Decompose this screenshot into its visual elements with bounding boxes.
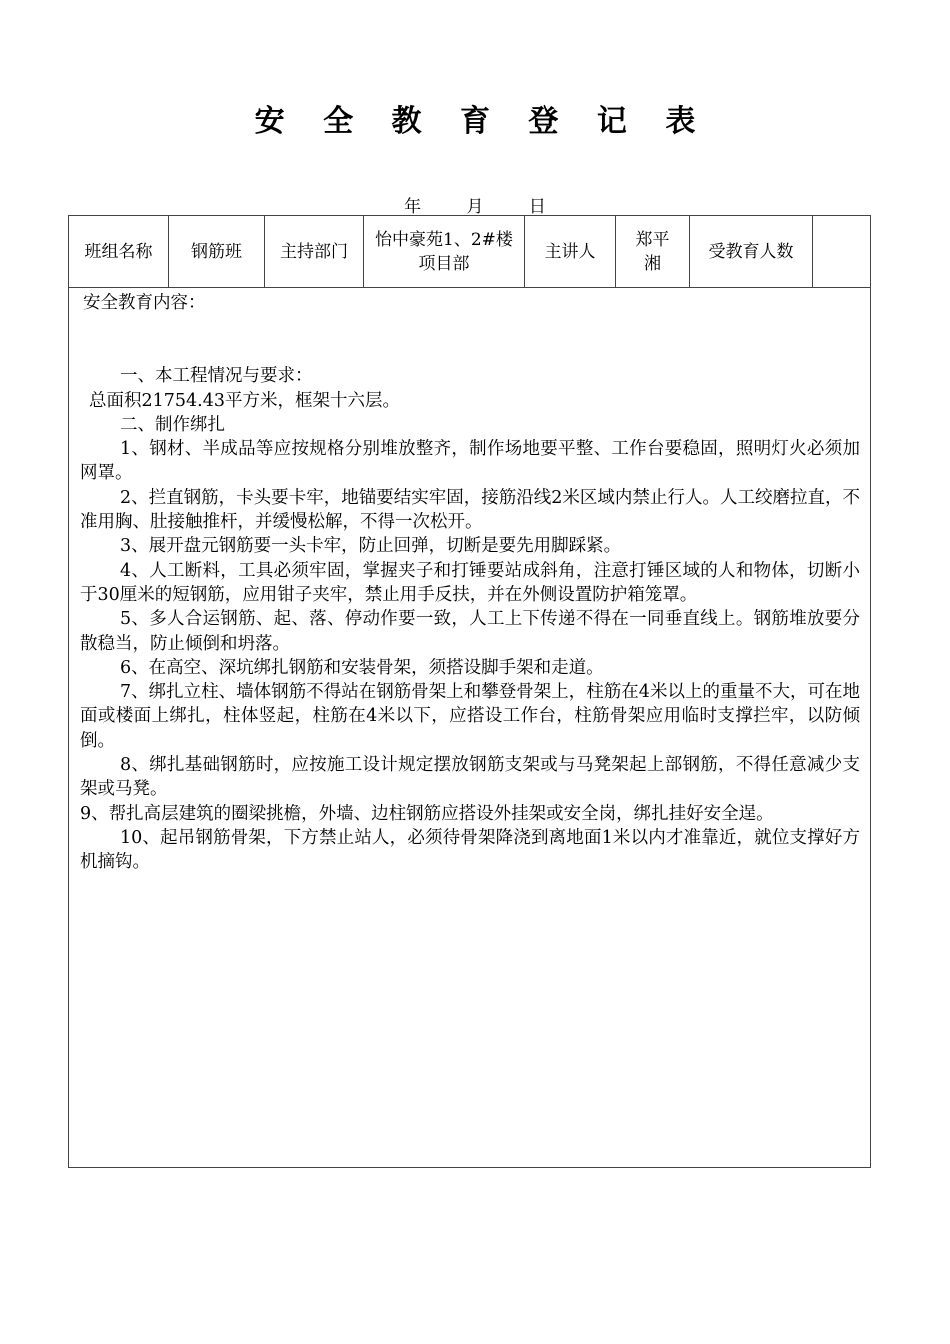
trainee-count-label: 受教育人数 [690, 216, 813, 287]
host-dept-value: 怡中豪苑1、2#楼项目部 [364, 216, 525, 287]
education-content [69, 288, 870, 875]
speaker-value: 郑平湘 [616, 216, 690, 287]
rule-item: 4、人工断料，工具必须牢固，掌握夹子和打锤要站成斜角，注意打锤区域的人和物体，切断小于30厘米的短钢筋，应用钳子夹牢，禁止用手反扶，并在外侧设置防护箱笼罩。 [80, 560, 860, 605]
date-day: 日 [528, 197, 546, 217]
content-body [80, 364, 860, 874]
rule-item: 9、帮扎高层建筑的圈梁挑檐，外墙、边柱钢筋应搭设外挂架或安全岗，绑扎挂好安全逞。 [80, 803, 774, 824]
rule-item: 3、展开盘元钢筋要一头卡牢，防止回弹，切断是要先用脚踩紧。 [120, 536, 622, 557]
content-label: 安全教育内容： [83, 293, 206, 313]
date-year: 年 [404, 197, 422, 217]
host-dept-label: 主持部门 [265, 216, 364, 287]
registration-form [68, 215, 871, 1168]
rule-item: 1、钢材、半成品等应按规格分别堆放整齐，制作场地要平整、工作台要稳固，照明灯火必须加网罩。 [80, 439, 860, 484]
section-heading: 一、本工程情况与要求： [120, 366, 313, 387]
rule-item: 8、绑扎基础钢筋时，应按施工设计规定摆放钢筋支架或与马凳架起上部钢筋，不得任意减少支架或马凳。 [80, 755, 860, 800]
rule-item: 7、绑扎立柱、墙体钢筋不得站在钢筋骨架上和攀登骨架上，柱筋在4米以上的重量不大，可在地面或楼面上绑扎，柱体竖起，柱筋在4米以下，应搭设工作台，柱筋骨架应用临时支撑拦牢，以防倾倒。 [80, 682, 860, 751]
trainee-count-value [813, 216, 870, 287]
rule-item: 5、多人合运钢筋、起、落、停动作要一致，人工上下传递不得在一同垂直线上。钢筋堆放要分散稳当，防止倾倒和坍落。 [80, 609, 860, 654]
date-month: 月 [466, 197, 484, 217]
header-row [69, 216, 870, 288]
rule-item: 6、在高空、深坑绑扎钢筋和安装骨架，须搭设脚手架和走道。 [120, 657, 604, 678]
speaker-label: 主讲人 [525, 216, 616, 287]
project-info: 总面积21754.43平方米，框架十六层。 [89, 390, 400, 411]
date-line [0, 192, 950, 217]
rule-item: 2、拦直钢筋，卡头要卡牢，地锚要结实牢固，接筋沿线2米区域内禁止行人。人工绞磨拉直，不准用胸、肚接触推杆，并缓慢松解，不得一次松开。 [80, 487, 860, 533]
section-heading: 二、制作绑扎 [120, 414, 225, 435]
page-title: 安 全 教 育 登 记 表 [254, 104, 710, 139]
rule-item: 10、起吊钢筋骨架，下方禁止站人，必须待骨架降浇到离地面1米以内才准靠近，就位支撑好方机摘钩。 [80, 827, 860, 873]
team-name-label: 班组名称 [69, 216, 169, 287]
team-name-value: 钢筋班 [169, 216, 265, 287]
